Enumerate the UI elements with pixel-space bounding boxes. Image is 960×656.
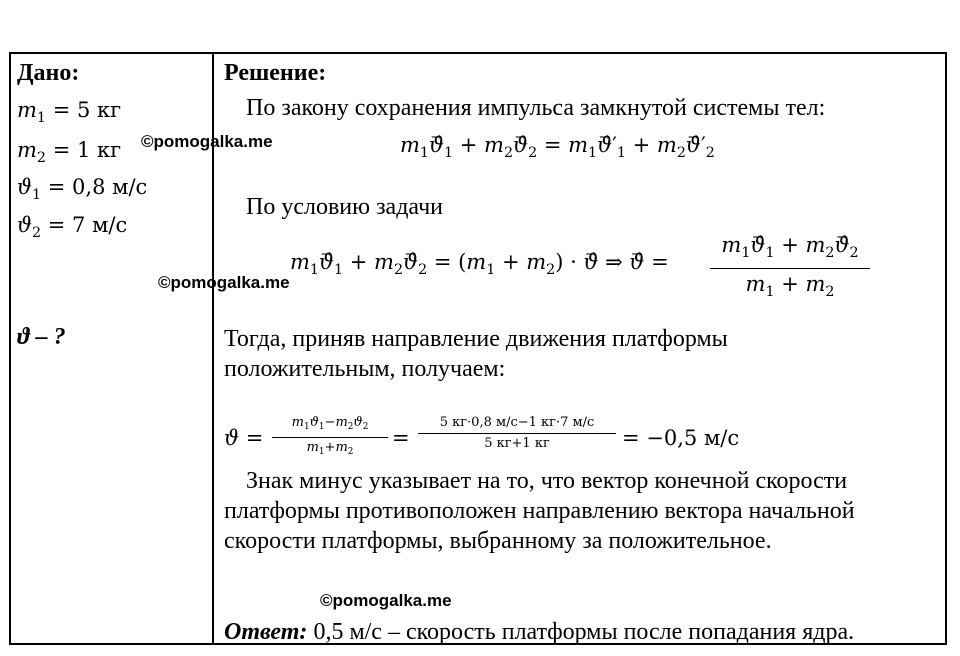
- given-v1-value: = 0,8 м/с: [47, 175, 148, 199]
- given-m2: $m_2 = 1$ кг: [17, 138, 122, 166]
- given-v2: $ϑ_2 = 7$ м/с: [17, 213, 128, 241]
- given-header: Дано:: [17, 60, 80, 86]
- momentum-equation: $m_1\to ϑ_1 + m_2\to ϑ_2 = m_1\to ϑ'_1 + m_2\to ϑ'_2$: [400, 131, 715, 167]
- explain-line-3: скорости платформы, выбранному за положительное.: [224, 528, 772, 554]
- law-text: По закону сохранения импульса замкнутой системы тел:: [246, 95, 826, 121]
- symbolic-fraction: $m_1ϑ_1-m_2ϑ_2$ $m_1+m_2$: [272, 413, 388, 462]
- answer-line: [224, 618, 854, 646]
- result-value: = −0,5 м/с: [622, 426, 740, 450]
- result-lhs: ϑ =: [224, 426, 264, 450]
- then-line-2: положительным, получаем:: [224, 356, 506, 382]
- given-v1: $ϑ_1 = 0,8$ м/с: [17, 175, 148, 203]
- numeric-denominator: 5 кг+1 кг: [484, 436, 550, 451]
- find-quantity: ϑ – ?: [17, 324, 66, 350]
- watermark: ©pomogalka.me: [141, 132, 273, 151]
- solution-header: Решение:: [224, 60, 327, 86]
- watermark: ©pomogalka.me: [158, 273, 290, 292]
- numeric-numerator: 5 кг·0,8 м/с−1 кг·7 м/с: [439, 415, 595, 430]
- condition-text: По условию задачи: [246, 194, 444, 220]
- equals-sign: =: [392, 426, 410, 450]
- answer-label: Ответ:: [224, 619, 308, 645]
- numeric-fraction: [418, 413, 616, 454]
- combined-equation: $m_1\to ϑ_1 + m_2\to ϑ_2 = (m_1 + m_2)$ · → ϑ ⇒ → ϑ =: [290, 248, 669, 284]
- given-m1-value: = 5 кг: [52, 98, 122, 122]
- given-v2-value: = 7 м/с: [47, 213, 128, 237]
- answer-text: 0,5 м/с – скорость платформы после попадания ядра.: [313, 619, 855, 645]
- then-line-1: Тогда, приняв направление движения платформы: [224, 326, 728, 352]
- explain-line-1: Знак минус указывает на то, что вектор конечной скорости: [246, 468, 848, 494]
- watermark: ©pomogalka.me: [320, 591, 452, 610]
- velocity-fraction: $m_1\to ϑ_1 + m_2\to ϑ_2$ $m_1 + m_2$: [710, 230, 870, 307]
- given-m2-value: = 1 кг: [52, 138, 122, 162]
- given-m1: $m_1 = 5$ кг: [17, 98, 122, 126]
- explain-line-2: платформы противоположен направлению вектора начальной: [224, 498, 855, 524]
